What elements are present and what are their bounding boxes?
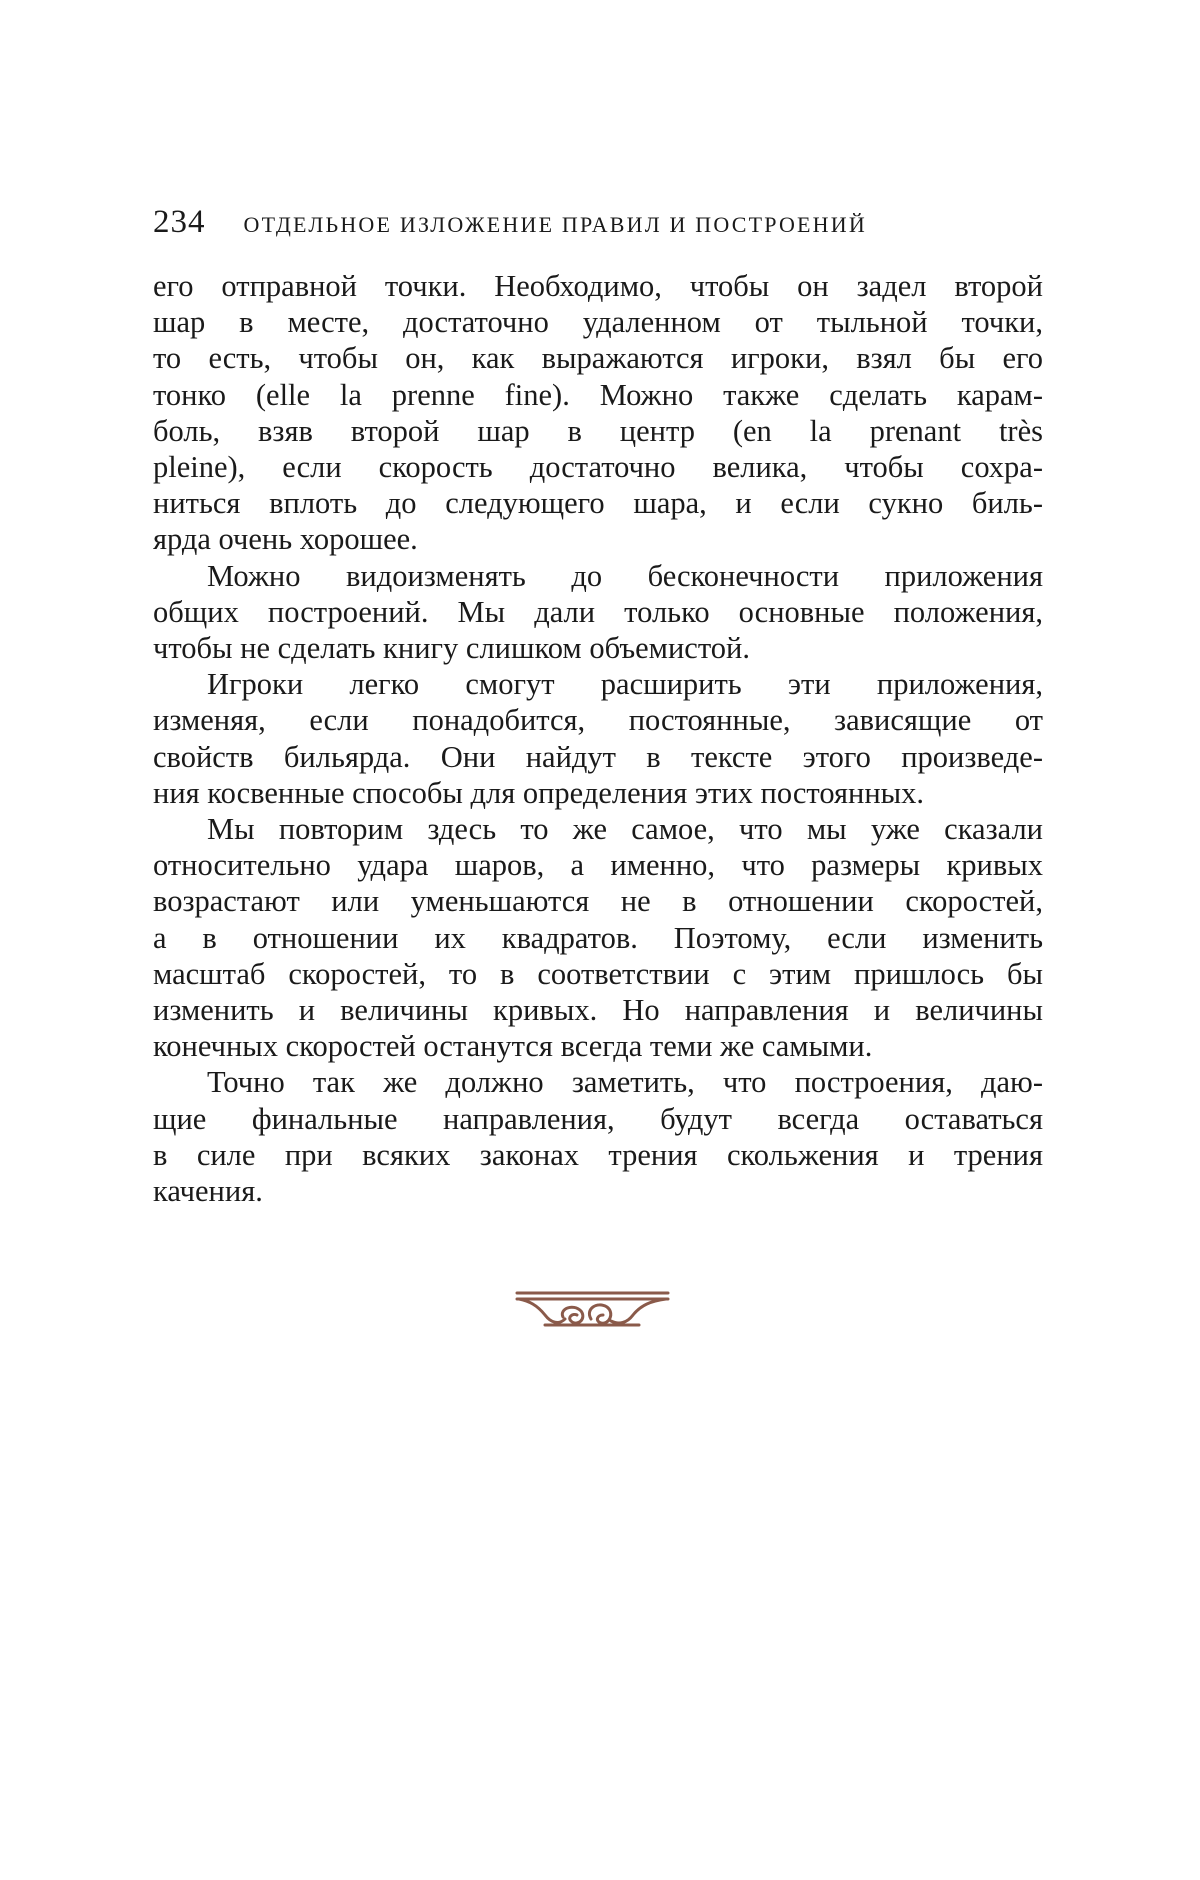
text-line: ниться вплоть до следующего шара, и если сукно биль- bbox=[153, 486, 1043, 521]
paragraph-4 bbox=[153, 811, 1043, 1064]
text-line: Точно так же должно заметить, что построения, даю- bbox=[207, 1065, 1043, 1100]
text-line: Игроки легко смогут расширить эти приложения, bbox=[207, 667, 1043, 702]
paragraph-5 bbox=[153, 1064, 1043, 1209]
text-line: Мы повторим здесь то же самое, что мы уже сказали bbox=[207, 812, 1043, 847]
text-line: в силе при всяких законах трения скольжения и трения bbox=[153, 1137, 1043, 1172]
text-line: а в отношении их квадратов. Поэтому, если изменить bbox=[153, 920, 1043, 955]
text-line: шар в месте, достаточно удаленном от тыльной точки, bbox=[153, 305, 1043, 340]
text-line: качения. bbox=[153, 1174, 263, 1209]
text-line: конечных скоростей останутся всегда теми же самыми. bbox=[153, 1029, 873, 1064]
text-line: тонко (elle la prenne fine). Можно также сделать карам- bbox=[153, 377, 1043, 412]
page-number: 234 bbox=[153, 204, 206, 240]
text-line: боль, взяв второй шар в центр (en la prenant très bbox=[153, 413, 1043, 448]
text-line: ния косвенные способы для определения этих постоянных. bbox=[153, 775, 925, 810]
body-text bbox=[153, 268, 1043, 1209]
text-line: возрастают или уменьшаются не в отношении скоростей, bbox=[153, 884, 1043, 919]
running-head bbox=[153, 204, 1053, 244]
text-line: ярда очень хорошее. bbox=[153, 522, 418, 557]
text-line: относительно удара шаров, а именно, что размеры кривых bbox=[153, 848, 1043, 883]
text-line: pleine), если скорость достаточно велика, чтобы сохра- bbox=[153, 450, 1043, 485]
text-line: масштаб скоростей, то в соответствии с этим пришлось бы bbox=[153, 956, 1043, 991]
paragraph-3 bbox=[153, 666, 1043, 811]
text-line: его отправной точки. Необходимо, чтобы он задел второй bbox=[153, 269, 1043, 303]
text-line: щие финальные направления, будут всегда оставаться bbox=[153, 1101, 1043, 1136]
text-line: изменить и величины кривых. Но направления и величины bbox=[153, 993, 1043, 1028]
text-line: изменяя, если понадобится, постоянные, зависящие от bbox=[153, 703, 1043, 738]
running-head-title: ОТДЕЛЬНОЕ ИЗЛОЖЕНИЕ ПРАВИЛ И ПОСТРОЕНИЙ bbox=[243, 212, 867, 237]
text-line: чтобы не сделать книгу слишком объемистой. bbox=[153, 631, 750, 666]
text-line: общих построений. Мы дали только основные положения, bbox=[153, 594, 1043, 629]
paragraph-1 bbox=[153, 268, 1043, 558]
text-line: то есть, чтобы он, как выражаются игроки, взял бы его bbox=[153, 341, 1043, 376]
text-line: Можно видоизменять до бесконечности приложения bbox=[207, 558, 1043, 593]
text-line: свойств бильярда. Они найдут в тексте этого произведе- bbox=[153, 739, 1043, 774]
scroll-ornament-icon bbox=[515, 1287, 670, 1335]
paragraph-2 bbox=[153, 558, 1043, 667]
